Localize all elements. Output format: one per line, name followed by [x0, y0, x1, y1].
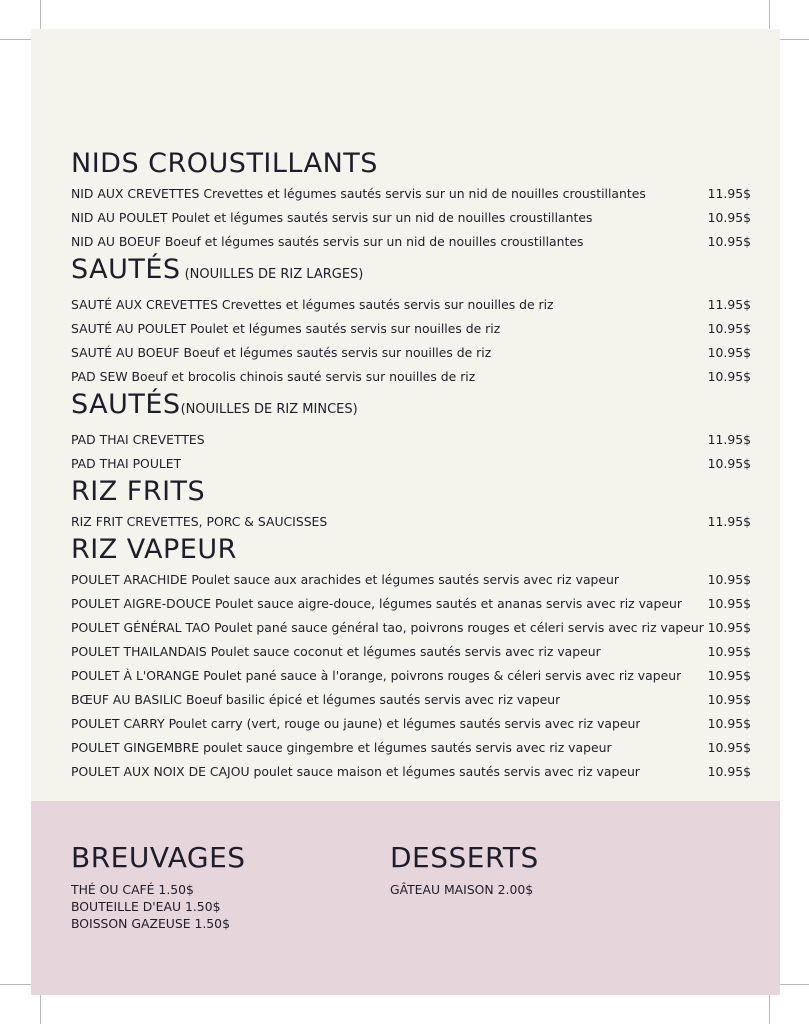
list-item: GÂTEAU MAISON 2.00$ — [390, 882, 534, 897]
menu-item: POULET GINGEMBRE poulet sauce gingembre et légumes sautés servis avec riz vapeur 10.95$ — [71, 739, 751, 755]
list-item: THÉ OU CAFÉ 1.50$ — [71, 882, 194, 897]
menu-item: POULET ARACHIDE Poulet sauce aux arachides et légumes sautés servis avec riz vapeur 10.95$ — [71, 571, 751, 587]
menu-item: PAD THAI POULET 10.95$ — [71, 455, 751, 471]
section-subtitle: (NOUILLES DE RIZ LARGES) — [184, 267, 364, 282]
menu-item: SAUTÉ AUX CREVETTES Crevettes et légumes sautés servis sur nouilles de riz 11.95$ — [71, 296, 751, 312]
menu-item: NID AU POULET Poulet et légumes sautés servis sur un nid de nouilles croustillantes 10.95$ — [71, 209, 751, 225]
desserts-column — [390, 841, 539, 898]
crop-mark — [780, 39, 809, 40]
section-sautes-minces — [71, 388, 751, 475]
crop-mark — [0, 39, 31, 40]
menu-item: POULET AUX NOIX DE CAJOU poulet sauce maison et légumes sautés servis avec riz vapeur 10.95$ — [71, 763, 751, 779]
list-item: BOUTEILLE D'EAU 1.50$ — [71, 899, 221, 914]
section-title: NIDS CROUSTILLANTS — [71, 148, 378, 179]
menu-item: BŒUF AU BASILIC Boeuf basilic épicé et légumes sautés servis avec riz vapeur 10.95$ — [71, 691, 751, 707]
desserts-list — [390, 881, 539, 898]
crop-mark — [769, 0, 770, 29]
menu-item: PAD SEW Boeuf et brocolis chinois sauté servis sur nouilles de riz 10.95$ — [71, 368, 751, 384]
section-nids-croustillants — [71, 147, 751, 253]
crop-mark — [769, 995, 770, 1024]
section-title: SAUTÉS (NOUILLES DE RIZ LARGES) — [71, 254, 364, 285]
menu-item: PAD THAI CREVETTES 11.95$ — [71, 431, 751, 447]
menu-item: POULET GÉNÉRAL TAO Poulet pané sauce général tao, poivrons rouges et céleri servis avec riz vapeur 10.95$ — [71, 619, 751, 635]
menu-item: POULET CARRY Poulet carry (vert, rouge ou jaune) et légumes sautés servis avec riz vapeur 10.95$ — [71, 715, 751, 731]
menu-item: SAUTÉ AU BOEUF Boeuf et légumes sautés servis sur nouilles de riz 10.95$ — [71, 344, 751, 360]
section-title: RIZ FRITS — [71, 476, 206, 507]
menu-item: NID AU BOEUF Boeuf et légumes sautés servis sur un nid de nouilles croustillantes 10.95$ — [71, 233, 751, 249]
section-sautes-larges — [71, 253, 751, 388]
beverages-column — [71, 841, 246, 932]
menu-item: POULET À L'ORANGE Poulet pané sauce à l'orange, poivrons rouges & céleri servis avec riz vapeur 10.95$ — [71, 667, 751, 683]
menu-item: RIZ FRIT CREVETTES, PORC & SAUCISSES 11.95$ — [71, 513, 751, 529]
beverages-list — [71, 881, 246, 932]
section-title: RIZ VAPEUR — [71, 534, 237, 565]
crop-mark — [40, 995, 41, 1024]
menu-item: POULET THAILANDAIS Poulet sauce coconut et légumes sautés servis avec riz vapeur 10.95$ — [71, 643, 751, 659]
crop-mark — [40, 0, 41, 29]
footer-panel — [31, 801, 780, 995]
menu-item: SAUTÉ AU POULET Poulet et légumes sautés servis sur nouilles de riz 10.95$ — [71, 320, 751, 336]
list-item: BOISSON GAZEUSE 1.50$ — [71, 916, 230, 931]
section-riz-vapeur — [71, 533, 751, 783]
menu-sections — [71, 147, 751, 783]
menu-item: POULET AIGRE-DOUCE Poulet sauce aigre-douce, légumes sautés et ananas servis avec riz vapeur 10.95$ — [71, 595, 751, 611]
beverages-title: BREUVAGES — [71, 841, 246, 874]
section-title: SAUTÉS(NOUILLES DE RIZ MINCES) — [71, 389, 358, 420]
crop-mark — [780, 984, 809, 985]
menu-item: NID AUX CREVETTES Crevettes et légumes sautés servis sur un nid de nouilles croustillantes 11.95$ — [71, 185, 751, 201]
desserts-title: DESSERTS — [390, 841, 539, 874]
section-subtitle: (NOUILLES DE RIZ MINCES) — [180, 402, 358, 417]
crop-mark — [0, 984, 31, 985]
section-riz-frits — [71, 475, 751, 533]
